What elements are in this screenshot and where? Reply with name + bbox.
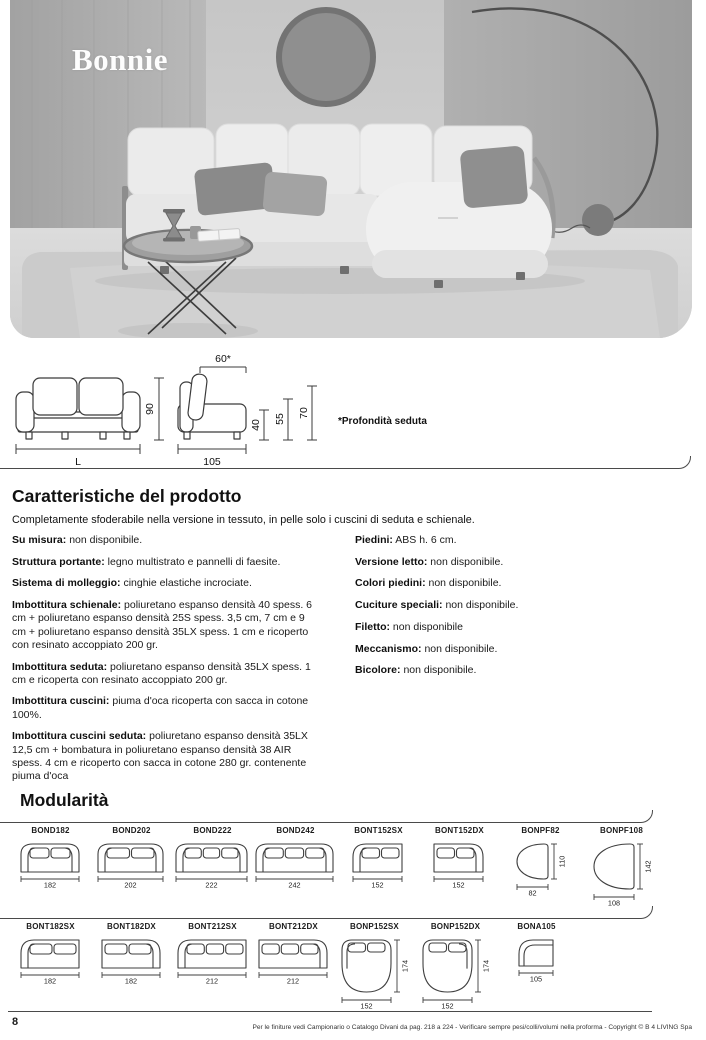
spec-value: ABS h. 6 cm.: [395, 534, 457, 546]
module-row-2: [10, 922, 577, 1012]
spec-label: Cuciture speciali:: [355, 599, 443, 612]
spec-label: Piedini:: [355, 534, 393, 546]
spec-label: Imbottitura schienale:: [12, 599, 122, 612]
spec-label: Imbottitura cuscini:: [12, 695, 110, 708]
module-bonpf108: [581, 826, 662, 909]
module-bond182: [10, 826, 91, 890]
seat-depth-label: 60*: [215, 353, 231, 365]
spec-column-right: [355, 534, 685, 686]
svg-text:202: 202: [124, 880, 137, 890]
spec-row: [355, 556, 685, 569]
module-code: BOND222: [193, 826, 232, 835]
spec-value: non disponibile.: [445, 599, 519, 612]
svg-text:152: 152: [452, 880, 465, 890]
svg-text:182: 182: [124, 976, 137, 986]
module-code: BONT152SX: [354, 826, 403, 835]
module-bont152sx: [338, 826, 419, 890]
spec-value: non disponibile.: [403, 664, 477, 677]
section-heading-modularity: Modularità: [20, 790, 109, 810]
module-bona105: [496, 922, 577, 984]
svg-text:152: 152: [441, 1001, 454, 1011]
module-drawing: [256, 938, 332, 986]
svg-text:222: 222: [205, 880, 218, 890]
module-code: BOND242: [276, 826, 315, 835]
spec-value: non disponibile.: [430, 555, 504, 568]
spec-row: [355, 577, 685, 590]
spec-label: Versione letto:: [355, 555, 428, 568]
svg-text:212: 212: [205, 976, 218, 986]
module-drawing: [173, 842, 252, 890]
spec-value: piuma d'oca ricoperta con sacca in cotone 100%.: [12, 695, 309, 721]
module-drawing: [350, 842, 407, 890]
spec-value: non disponibile.: [424, 642, 498, 655]
svg-text:242: 242: [288, 880, 301, 890]
arm-height-label: 70: [298, 407, 310, 419]
spec-label: Sistema di molleggio:: [12, 577, 121, 590]
module-drawing: [99, 938, 165, 986]
module-bonp152sx: [334, 922, 415, 1012]
seat-height-label: 40: [250, 419, 262, 431]
bottom-rule: [8, 1011, 652, 1012]
module-code: BONP152SX: [350, 922, 399, 931]
side-width-dimension: [178, 444, 246, 454]
spec-row: [355, 534, 685, 547]
module-code: BONA105: [517, 922, 556, 931]
spec-label: Imbottitura cuscini seduta:: [12, 730, 147, 743]
wall-mirror: [279, 10, 373, 104]
svg-text:182: 182: [43, 880, 56, 890]
spec-row: [355, 599, 685, 612]
svg-text:82: 82: [528, 888, 537, 898]
module-bont182dx: [91, 922, 172, 986]
svg-text:142: 142: [643, 860, 652, 873]
svg-text:105: 105: [529, 974, 542, 984]
module-bont212dx: [253, 922, 334, 986]
module-code: BONPF82: [521, 826, 560, 835]
section-divider: [0, 456, 691, 469]
module-code: BOND202: [112, 826, 151, 835]
spec-label: Colori piedini:: [355, 577, 426, 590]
side-width-label: 105: [203, 456, 221, 468]
module-code: BONP152DX: [430, 922, 481, 931]
spec-label: Meccanismo:: [355, 642, 422, 655]
module-code: BONT212SX: [188, 922, 237, 931]
spec-value: non disponibile.: [69, 534, 143, 546]
module-drawing: [175, 938, 251, 986]
spec-row: [355, 664, 685, 677]
module-drawing: [431, 842, 488, 890]
svg-text:108: 108: [607, 898, 620, 908]
module-bont152dx: [419, 826, 500, 890]
module-bont182sx: [10, 922, 91, 986]
spec-row: [355, 621, 685, 634]
spec-value: poliuretano espanso densità 40 spess. 6 cm + poliuretano espanso densità 25S spess. 3,5 cm, 7 cm e 9 cm + poliuretano espanso densità 35LX spess. 1 cm e ricoperto con resinato accoppiato 200 gr.: [12, 599, 312, 651]
module-drawing: [516, 938, 558, 984]
height-label: 90: [144, 403, 156, 415]
dimension-drawings: [2, 352, 472, 472]
section-heading-characteristics: Caratteristiche del prodotto: [12, 486, 242, 506]
page-number: 8: [12, 1016, 19, 1028]
svg-text:152: 152: [360, 1001, 373, 1011]
module-code: BONT182SX: [26, 922, 75, 931]
spec-row: [12, 534, 314, 547]
module-row-1: [10, 826, 662, 909]
svg-text:182: 182: [43, 976, 56, 986]
mid-height-label: 55: [274, 413, 286, 425]
spec-value: non disponibile.: [428, 577, 502, 590]
module-drawing: [514, 842, 567, 899]
spec-value: poliuretano espanso densità 35LX spess. 1 cm e ricoperta con resinato accoppiato 200 gr.: [12, 660, 311, 686]
module-drawing: [18, 938, 84, 986]
hero-photo: [10, 0, 692, 338]
module-code: BOND182: [31, 826, 70, 835]
svg-text:174: 174: [481, 959, 491, 973]
spec-value: non disponibile: [392, 620, 463, 633]
spec-label: Bicolore:: [355, 664, 401, 677]
spec-value: poliuretano espanso densità 35LX 12,5 cm + bombatura in poliuretano espanso densità 38 AIR spess. 4 cm e ricoperto con sacca in cotone 280 gr. contenente piuma d'oca: [12, 730, 308, 783]
module-row-divider-rule: [0, 906, 653, 919]
spec-row: [12, 556, 314, 569]
spec-label: Imbottitura seduta:: [12, 660, 108, 673]
footer-note: Per le finiture vedi Campionario o Catalogo Divani da pag. 218 a 224 - Verificare sempre pesi/colli/volumi nella proforma - Copyright © B 4 LIVING Spa: [252, 1024, 692, 1031]
spec-row: [12, 577, 314, 590]
module-drawing: [420, 938, 491, 1012]
spec-value: legno multistrato e pannelli di faesite.: [107, 555, 281, 568]
seat-depth-dimension: [200, 367, 246, 373]
spec-row: [12, 730, 314, 783]
module-bond222: [172, 826, 253, 890]
svg-text:174: 174: [400, 959, 410, 973]
svg-text:212: 212: [286, 976, 299, 986]
front-width-dimension: [16, 444, 140, 454]
module-drawing: [591, 842, 653, 909]
characteristics-intro: Completamente sfoderabile nella versione in tessuto, in pelle solo i cuscini di seduta e schienale.: [12, 514, 475, 526]
module-bond202: [91, 826, 172, 890]
module-code: BONT152DX: [435, 826, 484, 835]
spec-row: [12, 599, 314, 652]
module-drawing: [339, 938, 410, 1012]
spec-column-left: [12, 534, 314, 792]
lamp-base: [582, 204, 614, 236]
module-drawing: [253, 842, 338, 890]
svg-text:152: 152: [371, 880, 384, 890]
front-view-drawing: [16, 378, 140, 439]
module-bonp152dx: [415, 922, 496, 1012]
product-title: Bonnie: [72, 42, 169, 77]
spec-row: [12, 661, 314, 687]
seat-depth-note: *Profondità seduta: [338, 416, 427, 427]
module-code: BONPF108: [600, 826, 643, 835]
module-code: BONT212DX: [269, 922, 318, 931]
module-bond242: [253, 826, 338, 890]
module-bont212sx: [172, 922, 253, 986]
spec-row: [355, 643, 685, 656]
module-bonpf82: [500, 826, 581, 899]
spec-value: cinghie elastiche incrociate.: [123, 577, 252, 590]
spec-label: Filetto:: [355, 620, 390, 633]
svg-text:110: 110: [557, 855, 567, 868]
spec-label: Struttura portante:: [12, 555, 105, 568]
module-row1-top-rule: [0, 810, 653, 823]
spec-row: [12, 695, 314, 721]
side-view-drawing: [178, 373, 246, 439]
module-drawing: [95, 842, 168, 890]
module-drawing: [18, 842, 84, 890]
front-width-label: L: [75, 456, 81, 468]
module-code: BONT182DX: [107, 922, 156, 931]
spec-label: Su misura:: [12, 534, 67, 546]
